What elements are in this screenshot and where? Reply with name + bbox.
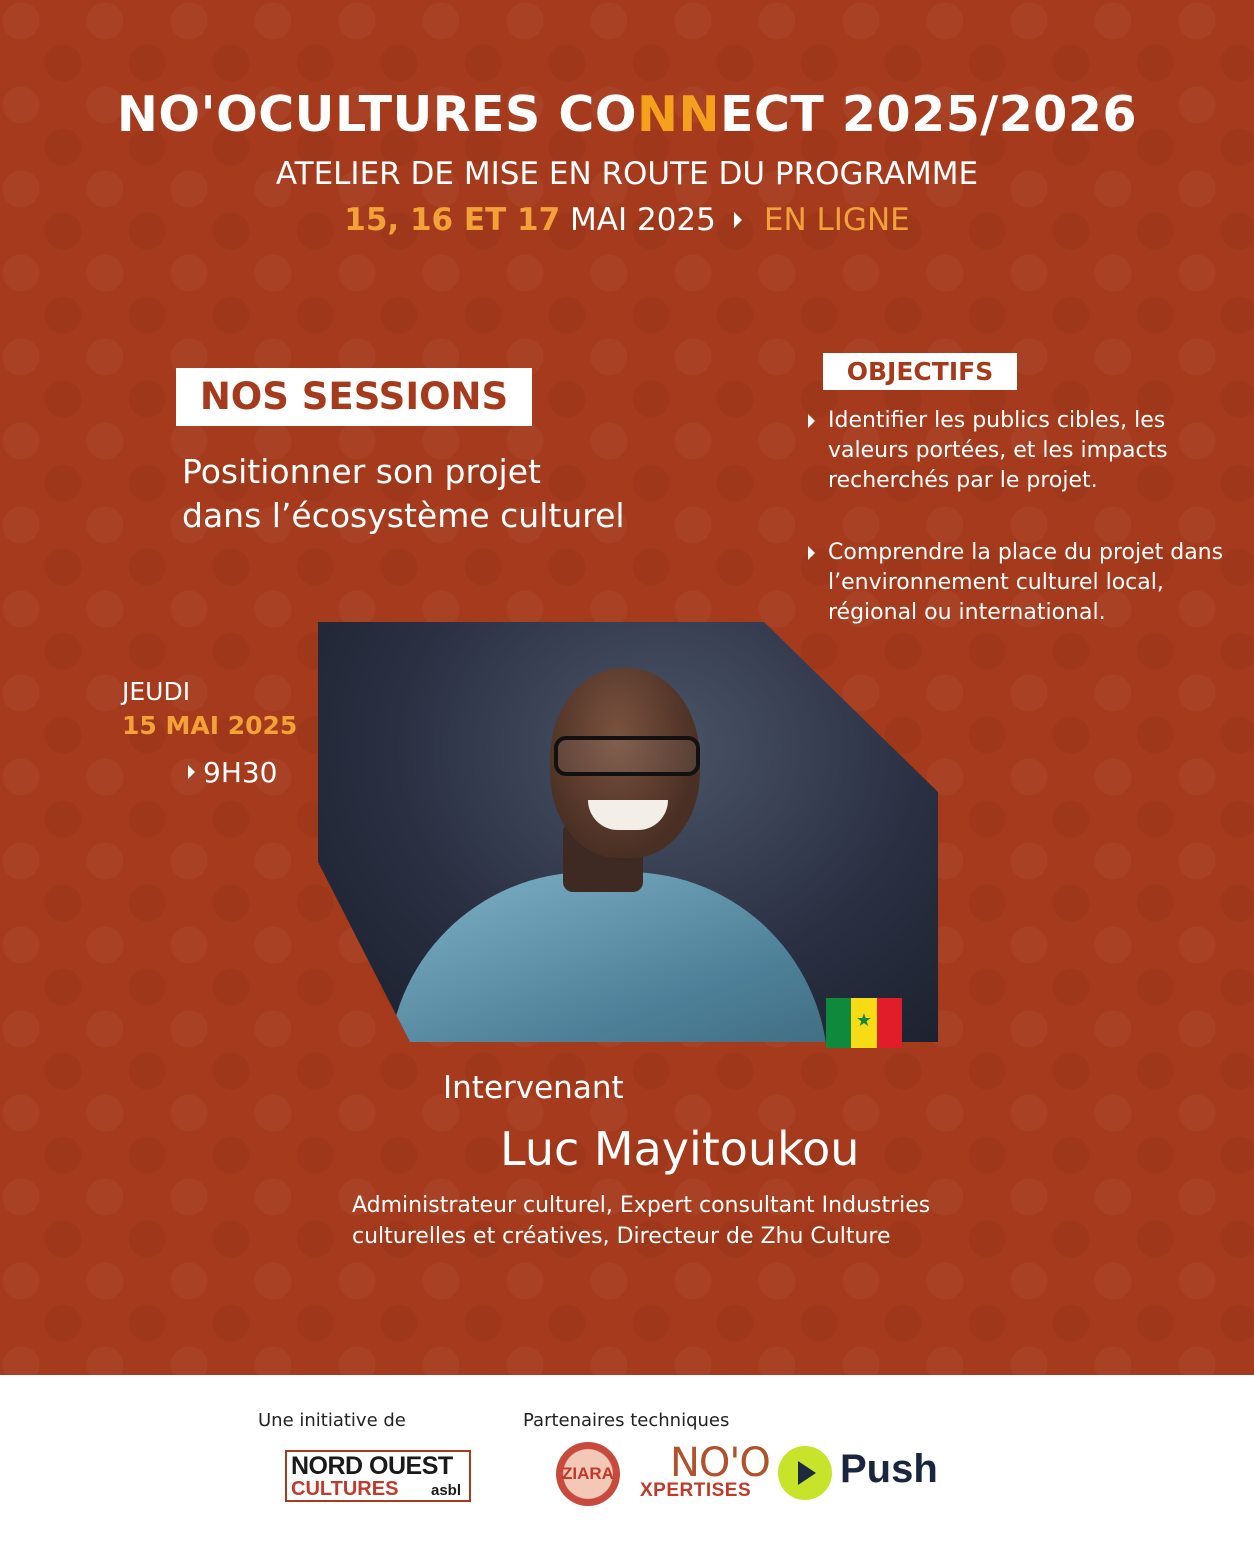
objective-item (808, 538, 1228, 628)
speaker-name: Luc Mayitoukou (500, 1122, 860, 1176)
speaker-jacket (388, 872, 828, 1042)
logo-text: NO'O (670, 1440, 770, 1486)
event-dates (0, 202, 1254, 238)
logo-text: CULTURES (291, 1478, 399, 1500)
dates-rest: MAI 2025 (570, 202, 716, 238)
caret-right-icon (808, 546, 815, 560)
objective-item (808, 406, 1228, 496)
objectifs-tag: OBJECTIFS (823, 353, 1017, 390)
main-title (0, 86, 1254, 143)
glasses-icon (554, 736, 700, 776)
session-title-line1: Positionner son projet (182, 452, 541, 491)
speaker-bio-line1: Administrateur culturel, Expert consultant Industries (352, 1193, 931, 1218)
caret-right-icon (188, 765, 195, 779)
speaker-bio (352, 1190, 1072, 1252)
nord-ouest-cultures-logo (285, 1450, 471, 1502)
logo-text: XPERTISES (640, 1480, 752, 1501)
speaker-bio-line2: culturelles et créatives, Directeur de Zhu Culture (352, 1224, 891, 1249)
initiative-label: Une initiative de (258, 1410, 406, 1431)
session-title-line2: dans l’écosystème culturel (182, 496, 625, 535)
flag-stripe-green (826, 998, 851, 1048)
push-logo (778, 1444, 948, 1502)
logo-text: NORD OUEST (291, 1452, 453, 1480)
speaker-role: Intervenant (443, 1070, 624, 1106)
play-icon (798, 1461, 816, 1485)
ziara-logo: ZIARA (556, 1442, 620, 1506)
session-time-value: 9H30 (203, 756, 278, 789)
star-icon: ★ (855, 1010, 873, 1031)
session-day: JEUDI (122, 677, 191, 706)
title-highlight: NN (636, 86, 720, 143)
title-part1: NO'OCULTURES CO (116, 86, 637, 143)
logo-text: asbl (431, 1482, 462, 1499)
subtitle: ATELIER DE MISE EN ROUTE DU PROGRAMME (275, 156, 979, 192)
objective-text: Identifier les publics cibles, les valeurs portées, et les impacts recherchés par le projet. (828, 408, 1168, 493)
speaker-photo (318, 622, 938, 1042)
session-time (188, 756, 278, 789)
objective-text: Comprendre la place du projet dans l’environnement culturel local, régional ou international. (828, 540, 1224, 625)
event-location: EN LIGNE (763, 202, 910, 238)
title-part2: ECT 2025/2026 (720, 86, 1138, 143)
logo-text: Push (840, 1447, 938, 1491)
dates-highlight: 15, 16 ET 17 (344, 202, 561, 238)
noo-xpertises-logo (640, 1440, 770, 1504)
flag-stripe-red (877, 998, 902, 1048)
flag-stripe-yellow (851, 998, 876, 1048)
session-title (182, 450, 742, 538)
session-date: 15 MAI 2025 (122, 711, 298, 740)
senegal-flag-icon (826, 998, 902, 1048)
caret-right-icon (808, 414, 815, 428)
sessions-tag: NOS SESSIONS (176, 368, 532, 426)
partners-label: Partenaires techniques (523, 1410, 730, 1431)
caret-right-icon (734, 212, 742, 228)
